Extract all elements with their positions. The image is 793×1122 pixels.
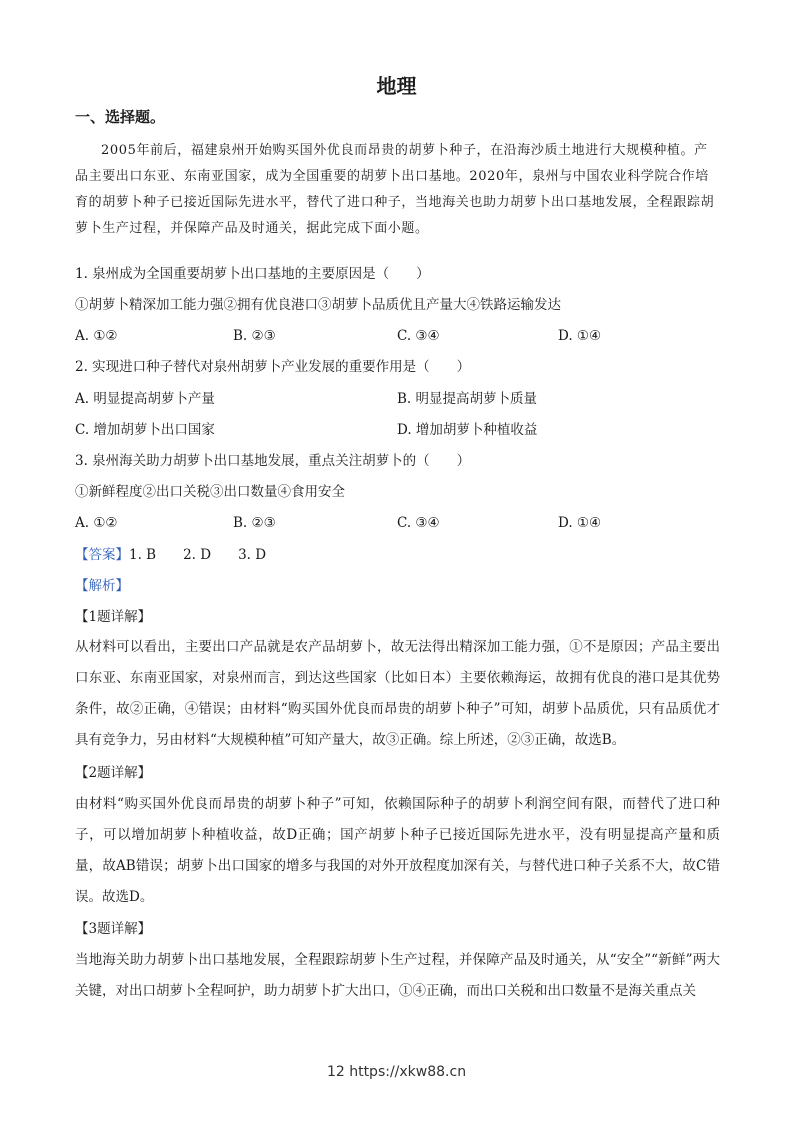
q1-stem: 1. 泉州成为全国重要胡萝卜出口基地的主要原因是（ ）: [75, 266, 430, 282]
detail-1-text: 从材料可以看出，主要出口产品就是农产品胡萝卜，故无法得出精深加工能力强，①不是原因；产品主要出口东亚、东南亚国家，对泉州而言，到达这些国家（比如日本）主要依赖海运，故拥有优良的港口是其优势条件，故②正确，④错误；由材料“购买国外优良而昂贵的胡萝卜种子”可知，胡萝卜品质优，只有品质优才具有竞争力，另由材料“大规模种植”可知产量大，故③正确。综上所述，②③正确，故选B。: [75, 639, 720, 748]
answer-line: [75, 545, 720, 565]
analysis-label: 【解析】: [75, 578, 129, 594]
q1-option-c: C. ③④: [397, 328, 440, 344]
q3-option-b: B. ②③: [233, 515, 276, 531]
detail-1-label: 【1题详解】: [75, 609, 152, 625]
detail-3-text: 当地海关助力胡萝卜出口基地发展，全程跟踪胡萝卜生产过程，并保障产品及时通关，从“安全”“新鲜”两大关键，对出口胡萝卜全程呵护，助力胡萝卜扩大出口，①④正确，而出口关税和出口数量不是海关重点关: [75, 952, 720, 999]
page-title: 地理: [376, 74, 417, 98]
q3-stem: 3. 泉州海关助力胡萝卜出口基地发展，重点关注胡萝卜的（ ）: [75, 453, 471, 469]
q1-option-b: B. ②③: [233, 328, 276, 344]
material-paragraph: 2005年前后，福建泉州开始购买国外优良而昂贵的胡萝卜种子，在沿海沙质土地进行大规模种植。产品主要出口东亚、东南亚国家，成为全国重要的胡萝卜出口基地。2020年，泉州与中国农业科学院合作培育的胡萝卜种子已接近国际先进水平，替代了进口种子，当地海关也助力胡萝卜出口基地发展，全程跟踪胡萝卜生产过程，并保障产品及时通关，据此完成下面小题。: [75, 143, 715, 236]
q2-stem: 2. 实现进口种子替代对泉州胡萝卜产业发展的重要作用是（ ）: [75, 359, 471, 375]
answer-label: 【答案】: [75, 547, 129, 563]
q3-option-d: D. ①④: [558, 515, 602, 531]
detail-2-label: 【2题详解】: [75, 765, 152, 781]
answer-values: 1. B 2. D 3. D: [129, 547, 267, 563]
detail-2-text: 由材料“购买国外优良而昂贵的胡萝卜种子”可知，依赖国际种子的胡萝卜利润空间有限，而替代了进口种子，可以增加胡萝卜种植收益，故D正确；国产胡萝卜种子已接近国际先进水平，没有明显提高产量和质量，故AB错误；胡萝卜出口国家的增多与我国的对外开放程度加深有关，与替代进口种子关系不大，故C错误。故选D。: [75, 796, 720, 905]
q1-option-d: D. ①④: [558, 328, 602, 344]
q1-items: ①胡萝卜精深加工能力强②拥有优良港口③胡萝卜品质优且产量大④铁路运输发达: [75, 297, 561, 313]
q3-option-c: C. ③④: [397, 515, 440, 531]
section-heading: 一、选择题。: [75, 108, 166, 126]
q3-items: ①新鲜程度②出口关税③出口数量④食用安全: [75, 484, 345, 500]
q2-option-b: B. 明显提高胡萝卜质量: [397, 391, 538, 407]
q2-option-a: A. 明显提高胡萝卜产量: [75, 391, 215, 407]
page-footer: 12 https://xkw88.cn: [326, 1064, 467, 1080]
q3-option-a: A. ①②: [75, 515, 118, 531]
q2-option-d: D. 增加胡萝卜种植收益: [397, 422, 538, 438]
detail-3-label: 【3题详解】: [75, 921, 152, 937]
q2-option-c: C. 增加胡萝卜出口国家: [75, 422, 215, 438]
q1-option-a: A. ①②: [75, 328, 118, 344]
